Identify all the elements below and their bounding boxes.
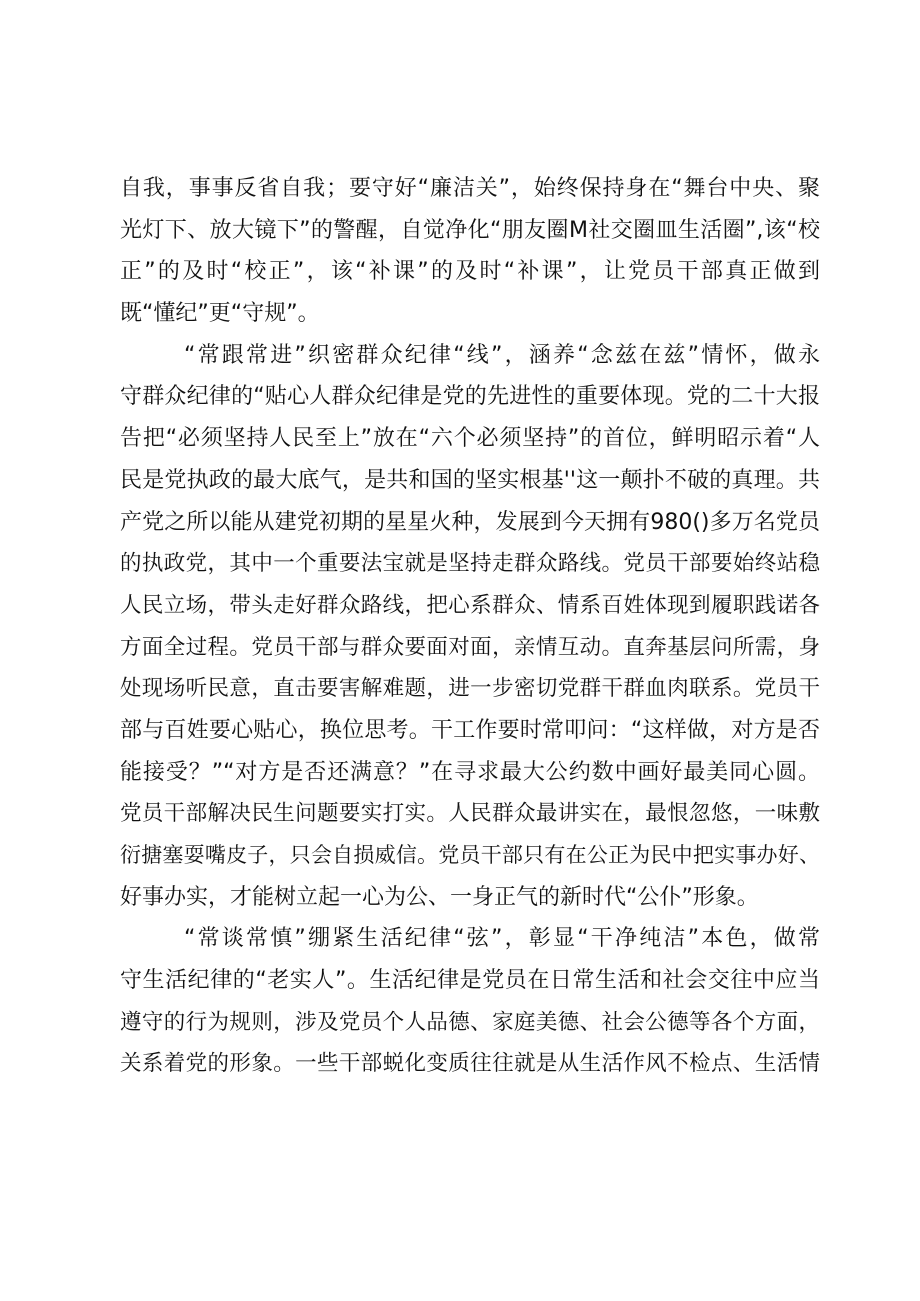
paragraph-line: 的执政党，其中一个重要法宝就是坚持走群众路线。党员干部要始终站稳 [120,551,820,577]
paragraph-line: 人民立场，带头走好群众路线，把心系群众、情系百姓体现到履职践诺各 [120,592,820,618]
document-body [120,168,820,1085]
paragraph-line: 告把“必须坚持人民至上”放在“六个必须坚持”的首位，鲜明昭示着“人 [120,426,820,452]
paragraph-line: 衍搪塞耍嘴皮子，只会自损威信。党员干部只有在公正为民中把实事办好、 [120,843,820,867]
paragraph-line: “常跟常进”织密群众纪律“线”，涵养“念兹在兹”情怀，做永 [184,342,820,368]
paragraph-line: 部与百姓要心贴心，换位思考。干工作要时常叩问：“这样做，对方是否 [120,717,820,743]
paragraph-line: 民是党执政的最大底气，是共和国的坚实根基''这一颠扑不破的真理。共 [120,467,820,493]
paragraph-line: 方面全过程。党员干部与群众要面对面，亲情互动。直奔基层问所需，身 [120,634,820,660]
paragraph-1 [120,168,820,335]
paragraph-line: 守群众纪律的“贴心人群众纪律是党的先进性的重要体现。党的二十大报 [120,384,820,410]
paragraph-line: 处现场听民意，直击要害解难题，进一步密切党群干群血肉联系。党员干 [120,676,820,702]
paragraph-3 [120,918,820,1085]
paragraph-line: 能接受？”“对方是否还满意？”在寻求最大公约数中画好最美同心圆。 [120,759,820,785]
paragraph-line: 既“懂纪”更“守规”。 [120,301,320,327]
paragraph-line: 产党之所以能从建党初期的星星火种，发展到今天拥有980()多万名党员 [120,509,820,535]
paragraph-line: 光灯下、放大镜下”的警醒，自觉净化“朋友圈M社交圈皿生活圈”,该“校 [120,217,820,243]
paragraph-line: 自我，事事反省自我；要守好“廉洁关”，始终保持身在“舞台中央、聚 [120,176,820,201]
paragraph-line: “常谈常慎”绷紧生活纪律“弦”，彰显“干净纯洁”本色，做常 [184,926,820,952]
paragraph-line: 守生活纪律的“老实人”。生活纪律是党员在日常生活和社会交往中应当 [120,968,820,994]
paragraph-line: 关系着党的形象。一些干部蜕化变质往往就是从生活作风不检点、生活情 [120,1051,820,1077]
paragraph-line: 遵守的行为规则，涉及党员个人品德、家庭美德、社会公德等各个方面， [120,1009,820,1035]
paragraph-line: 党员干部解决民生问题要实打实。人民群众最讲实在，最恨忽悠，一味敷 [120,801,820,827]
paragraph-line: 好事办实，才能树立起一心为公、一身正气的新时代“公仆”形象。 [120,884,759,910]
paragraph-line: 正”的及时“校正”，该“补课”的及时“补课”，让党员干部真正做到 [120,259,820,285]
paragraph-2 [120,335,820,919]
